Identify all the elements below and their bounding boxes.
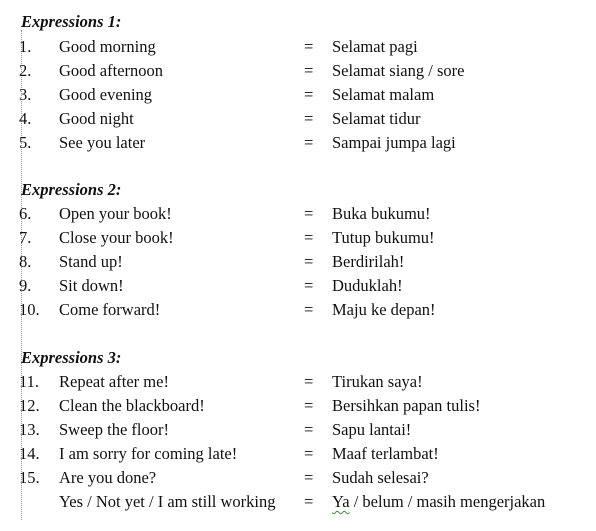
- item-number: 13.: [19, 420, 40, 439]
- indonesian-translation: Maju ke depan!: [332, 300, 436, 319]
- equals-sign: =: [304, 85, 314, 104]
- equals-sign: =: [304, 228, 314, 247]
- equals-sign: =: [304, 133, 314, 152]
- list-item: [0, 276, 596, 300]
- equals-sign: =: [304, 204, 314, 223]
- item-number: 1.: [19, 37, 32, 56]
- indonesian-translation: Sudah selesai?: [332, 468, 429, 487]
- list-item: [0, 133, 596, 157]
- equals-sign: =: [304, 37, 314, 56]
- equals-sign: =: [304, 468, 314, 487]
- equals-sign: =: [304, 300, 314, 319]
- english-expression: Yes / Not yet / I am still working: [59, 492, 276, 511]
- english-expression: Open your book!: [59, 204, 172, 223]
- equals-sign: =: [304, 492, 314, 511]
- english-expression: Sweep the floor!: [59, 420, 169, 439]
- english-expression: Close your book!: [59, 228, 174, 247]
- item-number: 2.: [19, 61, 32, 80]
- item-number: 14.: [19, 444, 40, 463]
- item-number: 7.: [19, 228, 32, 247]
- english-expression: See you later: [59, 133, 146, 152]
- spellcheck-flagged-word: Ya: [332, 492, 350, 511]
- list-item-continuation: [0, 492, 596, 516]
- english-expression: I am sorry for coming late!: [59, 444, 238, 463]
- item-number: 3.: [19, 85, 32, 104]
- english-expression: Good morning: [59, 37, 156, 56]
- list-item: [0, 372, 596, 396]
- equals-sign: =: [304, 396, 314, 415]
- list-item: [0, 61, 596, 85]
- indonesian-translation: Maaf terlambat!: [332, 444, 439, 463]
- list-item: [0, 444, 596, 468]
- indonesian-translation: Selamat siang / sore: [332, 61, 465, 80]
- indonesian-translation: Duduklah!: [332, 276, 403, 295]
- indonesian-translation: Selamat tidur: [332, 109, 421, 128]
- indonesian-translation: Selamat malam: [332, 85, 435, 104]
- equals-sign: =: [304, 109, 314, 128]
- english-expression: Good evening: [59, 85, 153, 104]
- item-number: 5.: [19, 133, 32, 152]
- indonesian-translation: Bersihkan papan tulis!: [332, 396, 481, 415]
- list-item: [0, 228, 596, 252]
- english-expression: Sit down!: [59, 276, 124, 295]
- english-expression: Repeat after me!: [59, 372, 169, 391]
- item-number: 12.: [19, 396, 40, 415]
- item-number: 8.: [19, 252, 32, 271]
- indonesian-translation: Sampai jumpa lagi: [332, 133, 456, 152]
- indonesian-translation: Selamat pagi: [332, 37, 418, 56]
- indonesian-translation: [332, 492, 545, 512]
- indonesian-translation: Sapu lantai!: [332, 420, 412, 439]
- item-number: 10.: [19, 300, 40, 319]
- equals-sign: =: [304, 444, 314, 463]
- list-item: [0, 396, 596, 420]
- equals-sign: =: [304, 420, 314, 439]
- section-heading-1: Expressions 1:: [21, 12, 122, 31]
- english-expression: Good afternoon: [59, 61, 164, 80]
- item-number: 6.: [19, 204, 32, 223]
- english-expression: Good night: [59, 109, 134, 128]
- item-number: 11.: [19, 372, 40, 391]
- translation-rest: / belum / masih mengerjakan: [349, 492, 546, 511]
- list-item: [0, 37, 596, 61]
- indonesian-translation: Tutup bukumu!: [332, 228, 435, 247]
- equals-sign: =: [304, 252, 314, 271]
- indonesian-translation: Tirukan saya!: [332, 372, 423, 391]
- list-item: [0, 109, 596, 133]
- item-number: 9.: [19, 276, 32, 295]
- list-item: [0, 252, 596, 276]
- list-item: [0, 420, 596, 444]
- item-number: 4.: [19, 109, 32, 128]
- item-number: 15.: [19, 468, 40, 487]
- english-expression: Come forward!: [59, 300, 161, 319]
- section-heading-2: Expressions 2:: [21, 180, 122, 199]
- list-item: [0, 468, 596, 492]
- english-expression: Are you done?: [59, 468, 157, 487]
- indonesian-translation: Buka bukumu!: [332, 204, 431, 223]
- section-heading-3: Expressions 3:: [21, 348, 122, 367]
- list-item: [0, 85, 596, 109]
- english-expression: Stand up!: [59, 252, 123, 271]
- list-item: [0, 300, 596, 324]
- equals-sign: =: [304, 372, 314, 391]
- equals-sign: =: [304, 276, 314, 295]
- equals-sign: =: [304, 61, 314, 80]
- english-expression: Clean the blackboard!: [59, 396, 205, 415]
- list-item: [0, 204, 596, 228]
- indonesian-translation: Berdirilah!: [332, 252, 405, 271]
